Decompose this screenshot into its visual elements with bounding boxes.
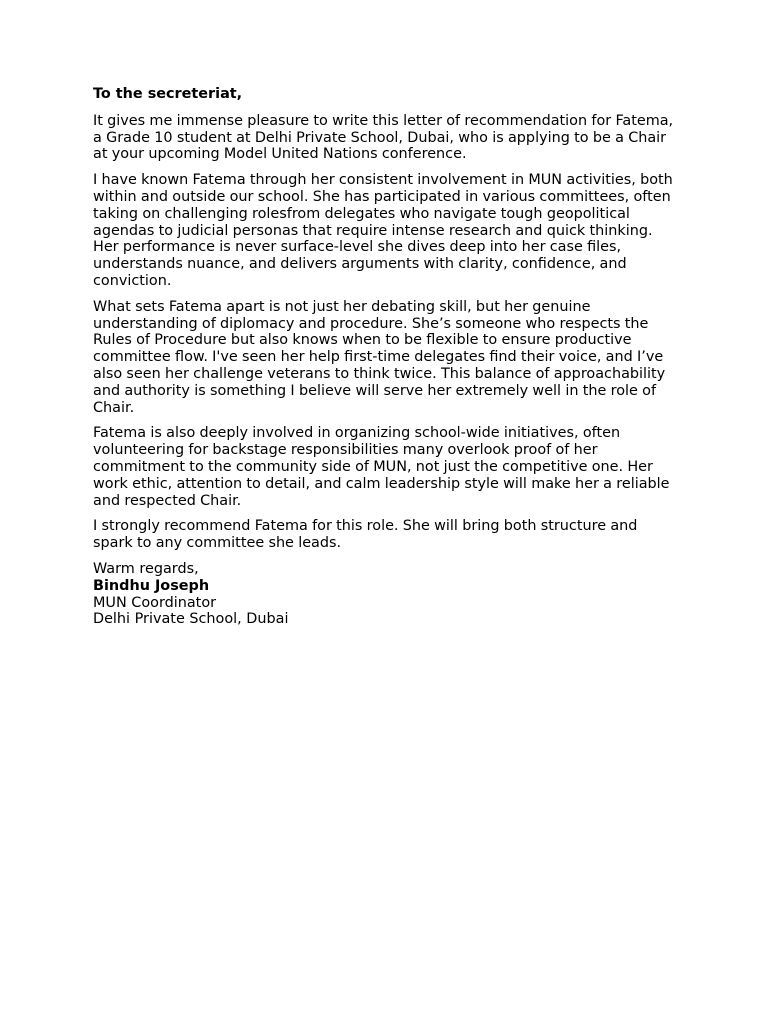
signer-title: MUN Coordinator (93, 594, 217, 611)
closing-phrase: Warm regards, (93, 560, 199, 577)
salutation: To the secreteriat, (93, 86, 243, 102)
paragraph-involvement: I have known Fatema through her consistent involvement in MUN activities, both within and outside our school. She has participated in various committees, often taking on challenging rolesfrom delegates who navigate tough geopolitical agendas to judicial personas that require intense research and quick thinking. Her performance is never surface-level she dives deep into her case files, understands nuance, and delivers arguments with clarity, confidence, and conviction. (93, 172, 673, 289)
paragraph-intro: It gives me immense pleasure to write this letter of recommendation for Fatema, a Grade 10 student at Delhi Private School, Dubai, who is applying to be a Chair at your upcoming Model United Nations conference. (93, 112, 674, 163)
paragraph-initiatives: Fatema is also deeply involved in organizing school-wide initiatives, often volunteering for backstage responsibilities many overlook proof of her commitment to the community side of MUN, not just the competitive one. Her work ethic, attention to detail, and calm leadership style will make her a reliable and respected Chair. (93, 425, 670, 509)
closing-block (93, 561, 678, 628)
signer-organization: Delhi Private School, Dubai (93, 611, 289, 628)
paragraph-recommendation: I strongly recommend Fatema for this role. She will bring both structure and spark to any committee she leads. (93, 518, 638, 552)
recommendation-letter (93, 86, 678, 628)
paragraph-diplomacy: What sets Fatema apart is not just her debating skill, but her genuine understanding of diplomacy and procedure. She’s someone who respects the Rules of Procedure but also knows when to be flexible to ensure productive committee flow. I've seen her help first-time delegates find their voice, and I’ve also seen her challenge veterans to think twice. This balance of approachability and authority is something I believe will serve her extremely well in the role of Chair. (93, 298, 666, 416)
signer-name: Bindhu Joseph (93, 577, 210, 594)
